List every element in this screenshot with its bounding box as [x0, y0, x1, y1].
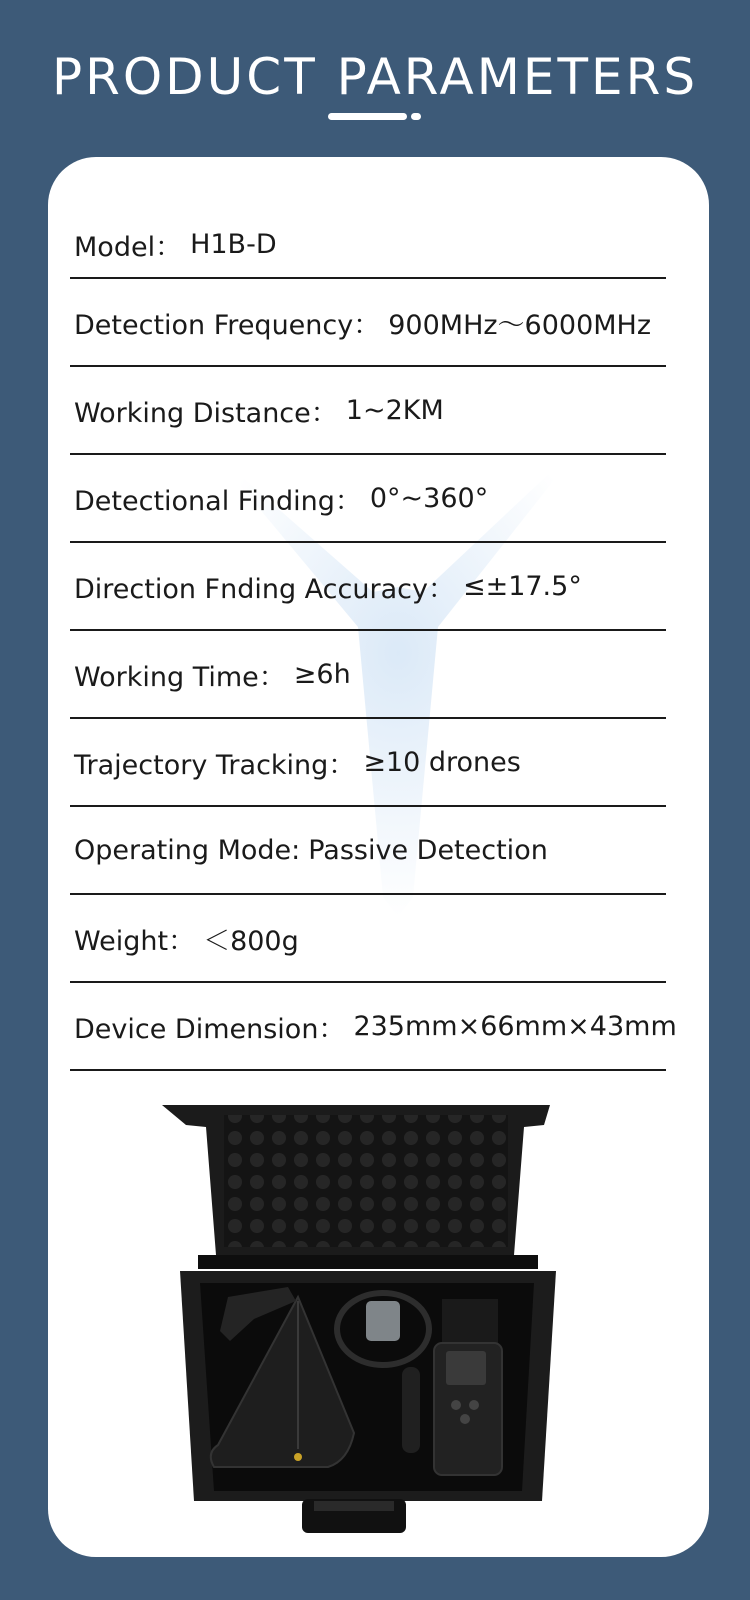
spec-value: 1~2KM — [345, 394, 444, 426]
spec-value: 900MHz～6000MHz — [388, 309, 652, 341]
spec-value: Passive Detection — [308, 834, 548, 866]
title-underline — [328, 113, 422, 121]
spec-list — [70, 209, 677, 1071]
spec-value: 235mm×66mm×43mm — [353, 1010, 677, 1042]
spec-row-working-distance — [70, 367, 666, 455]
parameters-card — [48, 157, 709, 1557]
spec-label: Working Time： — [74, 661, 286, 693]
spec-label: Operating Mode: — [74, 834, 301, 866]
spec-label: Detectional Finding： — [74, 485, 362, 517]
spec-row-trajectory-tracking — [70, 719, 666, 807]
spec-label: Device Dimension： — [74, 1013, 346, 1045]
spec-label: Weight： — [74, 925, 196, 957]
spec-label: Direction Fnding Accuracy： — [74, 573, 455, 605]
spec-label: Working Distance： — [74, 397, 338, 429]
spec-value: H1B-D — [190, 228, 277, 260]
spec-label: Trajectory Tracking： — [74, 749, 356, 781]
page-title: PRODUCT PARAMETERS — [51, 48, 699, 106]
spec-row-detectional-finding — [70, 455, 666, 543]
spec-label: Detection Frequency： — [74, 309, 381, 341]
spec-value: ≤±17.5° — [462, 570, 582, 602]
spec-row-operating-mode — [70, 807, 666, 895]
spec-row-direction-accuracy — [70, 543, 666, 631]
product-case-image — [158, 1105, 578, 1535]
spec-row-weight — [70, 895, 666, 983]
spec-label: Model： — [74, 231, 183, 263]
spec-row-device-dimension — [70, 983, 677, 1071]
spec-value: ≥6h — [293, 658, 351, 690]
spec-row-detection-frequency — [70, 279, 666, 367]
spec-row-working-time — [70, 631, 666, 719]
spec-value: 0°~360° — [369, 482, 489, 514]
spec-row-model — [70, 209, 666, 279]
spec-value: ＜800g — [203, 925, 299, 957]
spec-value: ≥10 drones — [363, 746, 521, 778]
